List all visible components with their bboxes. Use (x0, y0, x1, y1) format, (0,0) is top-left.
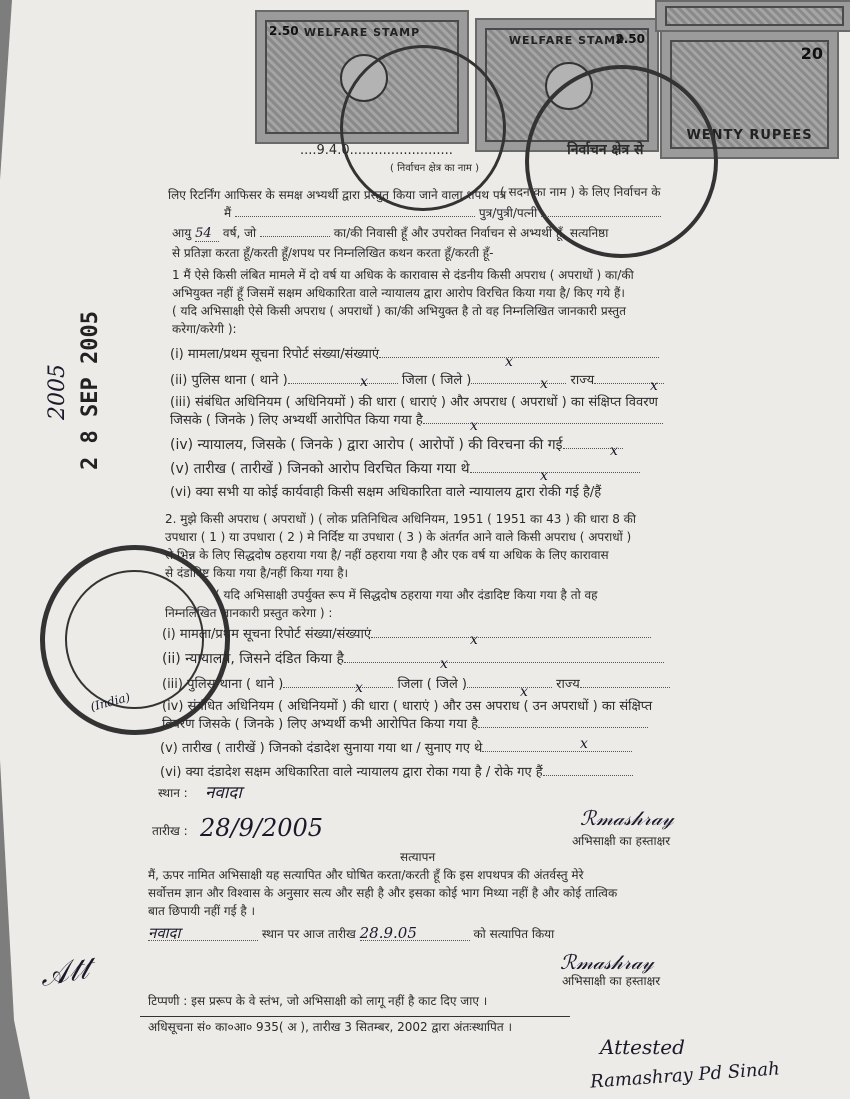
section1-intro: करेगा/करेगी ): (172, 322, 237, 336)
date-label: तारीख : (152, 824, 188, 838)
cross-mark: x (520, 684, 528, 700)
date-stamp: 2 8 SEP 2005 (78, 311, 103, 470)
house-line: लिए रिटर्निंग आफिसर के समक्ष अभ्यर्थी द्वारा प्रस्तुत किया जाने वाला शपथ पत्र (168, 188, 507, 202)
date-value: 28/9/2005 (200, 814, 324, 842)
round-postmark-seal (340, 45, 506, 211)
note: टिप्पणी : इस प्ररूप के वे स्तंभ, जो अभिसाक्षी को लागू नहीं है काट दिए जाए । (148, 994, 488, 1008)
s1-item-4: (iv) न्यायालय, जिसके ( जिनके ) द्वारा आरोप ( आरोपों ) की विरचना की गई (170, 438, 623, 452)
s1-item-3b: जिसके ( जिनके ) लिए अभ्यर्थी आरोपित किया गया है (170, 414, 663, 428)
s2-item-2: (ii) न्यायालय, जिसने दंडित किया है (162, 652, 664, 666)
deponent-sig-label-2: अभिसाक्षी का हस्ताक्षर (562, 974, 661, 988)
stamp-value: 2.50 (269, 24, 299, 38)
section2-intro: से भिन्न के लिए सिद्धदोष ठहराया गया है/ नहीं ठहराया गया है और एक वर्ष या अधिक के लिए कारावास (165, 548, 609, 562)
section2-intro: उपधारा ( 1 ) या उपधारा ( 2 ) मे निर्दिष्ट या उपधारा ( 3 ) के अंतर्गत आने वाले किसी अपराध ( अपराधों ) (165, 530, 632, 544)
verification-line: सर्वोत्तम ज्ञान और विश्वास के अनुसार सत्य और सही है और इसका कोई भाग मिथ्या नहीं है और कोई तात्विक (148, 886, 618, 900)
s2-item-5: (v) तारीख ( तारीखें ) जिनको दंडादेश सुनाया गया था / सुनाए गए थे (160, 742, 632, 756)
i-line: मैं पुत्र/पुत्री/पत्नी (224, 206, 661, 220)
deponent-signature: ℛ𝓂𝒶𝓈𝒽𝓇𝒶𝓎 (580, 806, 674, 830)
s2-item-1: (i) मामला/प्रथम सूचना रिपोर्ट संख्या/संख्याएं (162, 628, 651, 642)
oath-line: से प्रतिज्ञा करता हूँ/करती हूँ/शपथ पर निम्नलिखित कथन करता हूँ/करती हूँ- (172, 246, 494, 260)
age-line: आयु 54 वर्ष, जो का/की निवासी हूँ और उपरोक्त निर्वाचन से अभ्यर्थी हूँ, सत्यनिष्ठा (172, 226, 609, 241)
stamp-value: 20 (800, 44, 823, 63)
margin-note: 2005 (45, 364, 70, 420)
deponent-signature-2: ℛ𝓂𝒶𝓈𝒽𝓇𝒶𝓎 (560, 950, 654, 974)
section1-intro: अभियुक्त नहीं हूँ जिसमें सक्षम अधिकारिता वाले न्यायालय द्वारा आरोप विरचित किया गया है/ किए गये हैं। (172, 286, 625, 300)
section2-intro: 2. मुझे किसी अपराध ( अपराधों ) ( लोक प्रतिनिधित्व अधिनियम, 1951 ( 1951 का 43 ) की धारा 8 की (165, 512, 636, 526)
cross-mark: x (470, 418, 478, 434)
s2-item-3: (iii) पुलिस थाना ( थाने ) जिला ( जिले ) राज्य (162, 678, 670, 692)
constituency-line: ....9.4.0......................... निर्वाचन क्षेत्र से (300, 142, 644, 158)
attestation-line-2: Ramashray Pd Sinah (589, 1058, 781, 1093)
cross-mark: x (355, 680, 363, 696)
stamp-header: WELFARE STAMP (508, 34, 626, 47)
verification-place-line: नवादा स्थान पर आज तारीख 28.9.05 को सत्यापित किया (148, 924, 555, 942)
s1-item-1: (i) मामला/प्रथम सूचना रिपोर्ट संख्या/संख्याएं (170, 348, 659, 362)
officer-signature: 𝒜𝓉𝓉 (37, 951, 92, 994)
s1-item-2: (ii) पुलिस थाना ( थाने ) जिला ( जिले ) राज्य (170, 374, 664, 388)
section2-intro: निम्नलिखित जानकारी प्रस्तुत करेगा ) : (165, 606, 333, 620)
constituency-sub: ( निर्वाचन क्षेत्र का नाम ) (390, 163, 479, 174)
place-value: नवादा (205, 783, 242, 803)
cross-mark: x (650, 378, 658, 394)
cross-mark: x (610, 443, 618, 459)
s1-item-5: (v) तारीख ( तारीखें ) जिनको आरोप विरचित किया गया थे (170, 462, 640, 476)
cross-mark: x (360, 374, 368, 390)
place-label: स्थान : (158, 786, 188, 800)
cross-mark: x (580, 736, 588, 752)
s2-item-6: (vi) क्या दंडादेश सक्षम अधिकारिता वाले न्यायालय द्वारा रोका गया है / रोके गए हैं (160, 766, 633, 780)
seal-text: (India) (88, 689, 132, 715)
s1-item-3: (iii) संबंधित अधिनियम ( अधिनियमों ) की धारा ( धाराएं ) और अपराध ( अपराधों ) का संक्षिप्त विवरण (170, 395, 658, 410)
cross-mark: x (505, 354, 513, 370)
stamp-header: WELFARE STAMP (303, 26, 421, 39)
verification-title: सत्यापन (400, 850, 436, 864)
s2-item-4: (iv) संबंधित अधिनियम ( अधिनियमों ) की धारा ( धाराएं ) और उस अपराध ( उन अपराधों ) का संक्षिप्त (162, 699, 653, 714)
stamp-footer: WENTY RUPEES (686, 128, 813, 143)
s2-item-4b: विवरण जिसके ( जिनके ) लिए अभ्यर्थी कभी आरोपित किया गया है (162, 718, 648, 732)
cross-mark: x (470, 632, 478, 648)
top-edge-stamp (655, 0, 850, 32)
verification-line: मैं, ऊपर नामित अभिसाक्षी यह सत्यापित और घोषित करता/करती हूँ कि इस शपथपत्र की अंतर्वस्तु मेरे (148, 868, 584, 882)
house-right: ( सदन का नाम ) के लिए निर्वाचन के (500, 185, 661, 199)
notification: अधिसूचना सं० का०आ० 935( अ ), तारीख 3 सितम्बर, 2002 द्वारा अंतःस्थापित । (148, 1020, 513, 1034)
deponent-sig-label: अभिसाक्षी का हस्ताक्षर (572, 834, 671, 848)
section2-intro: से दंडादिष्ट किया गया है/नहीं किया गया है। (165, 566, 349, 580)
verification-line: बात छिपायी नहीं गई है । (148, 904, 256, 918)
section2-intro: ( यदि अभिसाक्षी उपर्युक्त रूप में सिद्धदोष ठहराया गया और दंडादिष्ट किया गया है तो वह (215, 588, 598, 602)
s1-item-6: (vi) क्या सभी या कोई कार्यवाही किसी सक्षम अधिकारिता वाले न्यायालय द्वारा रोकी गई है/हैं (170, 485, 602, 500)
attestation-line-1: Attested (600, 1035, 685, 1059)
cross-mark: x (540, 468, 548, 484)
section1-intro: 1 मैं ऐसे किसी लंबित मामले में दो वर्ष या अधिक के कारावास से दंडनीय किसी अपराध ( अपराधों ) का/की (172, 268, 634, 282)
cross-mark: x (540, 376, 548, 392)
stamp-value: 2.50 (615, 32, 645, 46)
section1-intro: ( यदि अभिसाक्षी ऐसे किसी अपराध ( अपराधों ) का/की अभियुक्त है तो वह निम्नलिखित जानकारी प्रस्तुत (172, 304, 626, 318)
cross-mark: x (440, 656, 448, 672)
